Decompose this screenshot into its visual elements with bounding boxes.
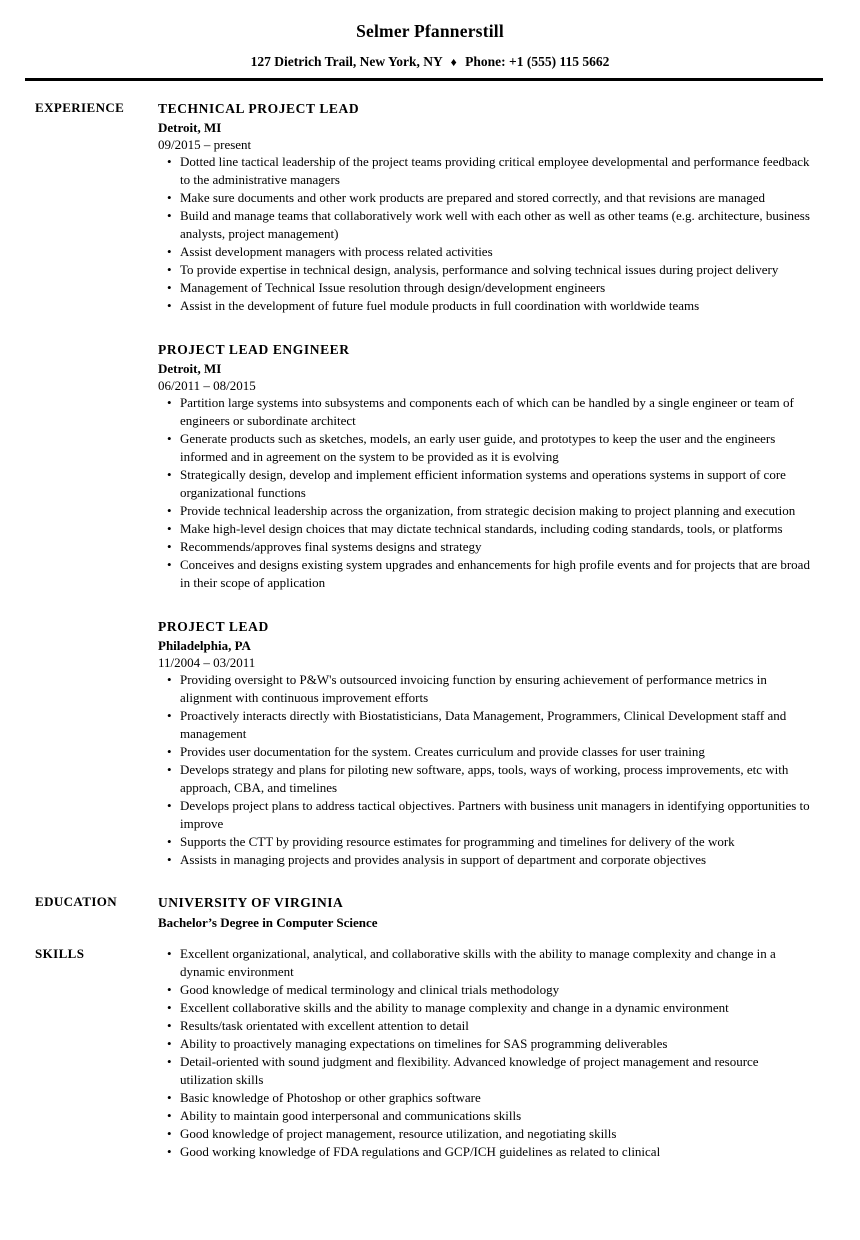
skill-bullet: • Results/task orientated with excellent attention to detail <box>180 1017 810 1035</box>
job-title: PROJECT LEAD <box>158 619 269 634</box>
job-location: Philadelphia, PA <box>158 638 251 653</box>
job-bullet: • To provide expertise in technical design, analysis, performance and solving technical issues during project delivery <box>180 261 810 279</box>
education-degree: Bachelor’s Degree in Computer Science <box>158 915 378 930</box>
job-bullet: • Provide technical leadership across the organization, from strategic decision making to project planning and execution <box>180 502 810 520</box>
job-bullet: • Make sure documents and other work products are prepared and stored correctly, and that revisions are managed <box>180 189 810 207</box>
job-location: Detroit, MI <box>158 361 222 376</box>
header-divider <box>25 78 823 81</box>
job-bullet: • Make high-level design choices that may dictate technical standards, including coding standards, tools, or platforms <box>180 520 810 538</box>
job-bullet: • Develops strategy and plans for piloting new software, apps, tools, ways of working, process improvements, etc with approach, CBA, and timelines <box>180 761 810 797</box>
job-dates: 09/2015 – present <box>158 137 252 152</box>
job-bullet: • Build and manage teams that collaboratively work well with each other as well as other teams (e.g. architecture, business analysts, project management) <box>180 207 810 243</box>
candidate-name: Selmer Pfannerstill <box>356 21 504 41</box>
experience-label: EXPERIENCE <box>35 100 125 115</box>
job-bullet: • Recommends/approves final systems designs and strategy <box>180 538 810 556</box>
job-bullet-list <box>158 394 810 592</box>
skill-bullet: • Ability to proactively managing expectations on timelines for SAS programming deliverables <box>180 1035 810 1053</box>
job-entry <box>158 340 810 592</box>
contact-phone: Phone: +1 (555) 115 5662 <box>465 54 610 69</box>
job-bullet: • Dotted line tactical leadership of the project teams providing critical employee developmental and performance feedback to the administrative managers <box>180 153 810 189</box>
skill-bullet: • Excellent collaborative skills and the ability to manage complexity and change in a dynamic environment <box>180 999 810 1017</box>
job-bullet: • Assist in the development of future fuel module products in full coordination with worldwide teams <box>180 297 810 315</box>
job-dates: 11/2004 – 03/2011 <box>158 655 256 670</box>
skills-content <box>158 945 810 1161</box>
resume-header <box>0 21 860 81</box>
job-bullet: • Strategically design, develop and implement efficient information systems and operations systems in support of core organizational functions <box>180 466 810 502</box>
skills-section <box>35 945 810 1161</box>
education-school: UNIVERSITY OF VIRGINIA <box>158 895 344 910</box>
skill-bullet: • Excellent organizational, analytical, and collaborative skills with the ability to manage complexity and change in a dynamic environment <box>180 945 810 981</box>
job-bullet: • Conceives and designs existing system upgrades and enhancements for high profile events and for projects that are broad in their scope of application <box>180 556 810 592</box>
skill-bullet: • Good working knowledge of FDA regulations and GCP/ICH guidelines as related to clinical <box>180 1143 810 1161</box>
job-dates: 06/2011 – 08/2015 <box>158 378 256 393</box>
skills-bullet-list <box>158 945 810 1161</box>
skill-bullet: • Ability to maintain good interpersonal and communications skills <box>180 1107 810 1125</box>
skills-label: SKILLS <box>35 946 85 961</box>
experience-content <box>158 99 810 869</box>
job-bullet: • Management of Technical Issue resolution through design/development engineers <box>180 279 810 297</box>
job-bullet: • Assists in managing projects and provides analysis in support of department and corporate objectives <box>180 851 810 869</box>
skill-bullet: • Good knowledge of project management, resource utilization, and negotiating skills <box>180 1125 810 1143</box>
job-bullet-list <box>158 671 810 869</box>
job-title: PROJECT LEAD ENGINEER <box>158 342 350 357</box>
contact-address: 127 Dietrich Trail, New York, NY <box>250 54 443 69</box>
job-bullet: • Proactively interacts directly with Biostatisticians, Data Management, Programmers, Clinical Development staff and management <box>180 707 810 743</box>
skill-bullet: • Good knowledge of medical terminology and clinical trials methodology <box>180 981 810 999</box>
experience-section <box>35 99 810 869</box>
job-location: Detroit, MI <box>158 120 222 135</box>
education-label: EDUCATION <box>35 894 118 909</box>
job-bullet: • Partition large systems into subsystems and components each of which can be handled by a single engineer or team of engineers or subordinate architect <box>180 394 810 430</box>
skill-bullet: • Detail-oriented with sound judgment and flexibility. Advanced knowledge of project management and resource utilization skills <box>180 1053 810 1089</box>
resume-body <box>35 99 810 1161</box>
diamond-icon: ♦ <box>450 55 457 69</box>
job-bullet-list <box>158 153 810 315</box>
contact-line <box>0 53 860 71</box>
job-title: TECHNICAL PROJECT LEAD <box>158 101 360 116</box>
job-bullet: • Develops project plans to address tactical objectives. Partners with business unit managers in identifying opportunities to improve <box>180 797 810 833</box>
education-content <box>158 893 810 932</box>
education-section <box>35 893 810 932</box>
job-entry <box>158 99 810 315</box>
skill-bullet: • Basic knowledge of Photoshop or other graphics software <box>180 1089 810 1107</box>
job-bullet: • Providing oversight to P&W's outsourced invoicing function by ensuring achievement of performance metrics in alignment with continuous improvement efforts <box>180 671 810 707</box>
job-bullet: • Supports the CTT by providing resource estimates for programming and timelines for delivery of the work <box>180 833 810 851</box>
job-bullet: • Assist development managers with process related activities <box>180 243 810 261</box>
job-bullet: • Provides user documentation for the system. Creates curriculum and provide classes for user training <box>180 743 810 761</box>
job-entry <box>158 617 810 869</box>
job-bullet: • Generate products such as sketches, models, an early user guide, and prototypes to keep the user and the engineers informed and in agreement on the system to be provided as it is evolving <box>180 430 810 466</box>
